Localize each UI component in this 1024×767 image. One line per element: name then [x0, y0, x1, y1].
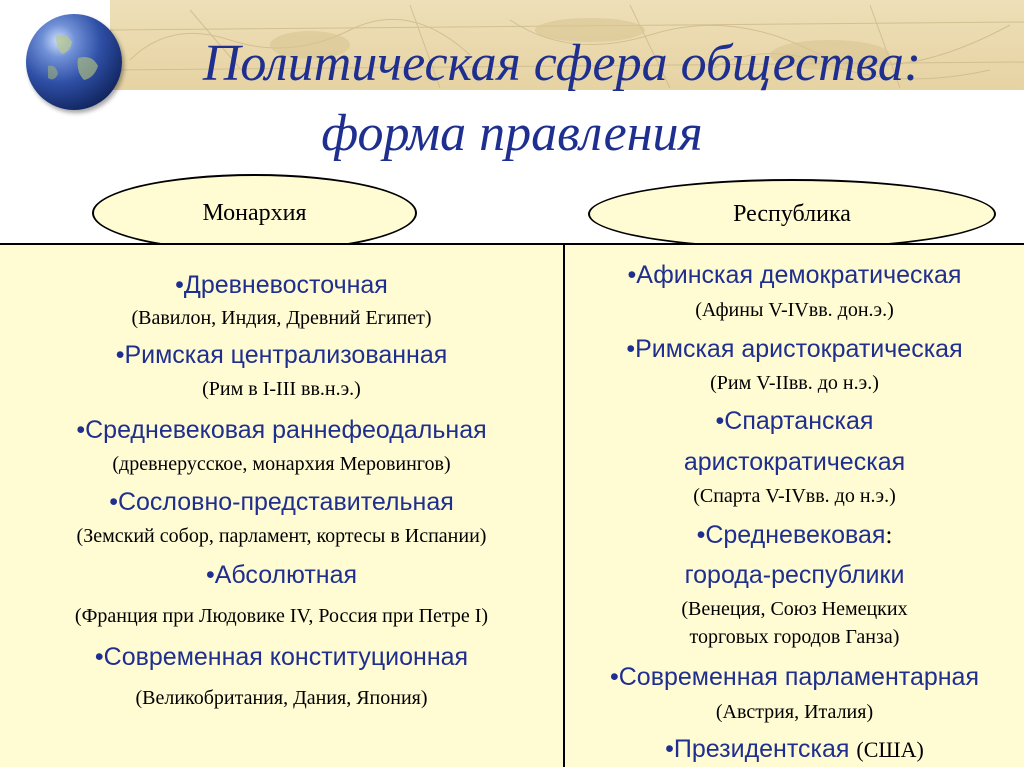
republic-item-name-continued: аристократическая: [683, 448, 906, 476]
monarchy-item-name: •Римская централизованная: [115, 341, 448, 369]
republic-item-examples-continued: торговых городов Ганза): [689, 626, 900, 648]
republic-category-label: Республика: [588, 179, 996, 249]
republic-item-name-text: •Средневековая: [696, 521, 886, 549]
republic-item-examples: (Спарта V-IVвв. до н.э.): [693, 485, 896, 507]
monarchy-item-examples: (Великобритания, Дания, Япония): [135, 687, 428, 709]
monarchy-item-name: •Абсолютная: [205, 561, 358, 589]
monarchy-item-examples: (древнерусское, монархия Меровингов): [112, 453, 451, 475]
republic-item-name: •Современная парламентарная: [610, 663, 979, 691]
monarchy-item-examples: (Земский собор, парламент, кортесы в Испании): [76, 525, 487, 547]
republic-item-examples: (Австрия, Италия): [715, 701, 874, 723]
forms-of-government-table: [0, 243, 1024, 767]
monarchy-item-examples: (Рим в I-III вв.н.э.): [202, 378, 361, 400]
monarchy-item-examples: (Вавилон, Индия, Древний Египет): [131, 307, 432, 329]
monarchy-item-name: •Современная конституционная: [94, 643, 469, 671]
page-title-line-2: форма правления: [321, 105, 703, 162]
page-title-line-1: Политическая сфера общества:: [202, 35, 922, 92]
republic-item-name: •Римская аристократическая: [626, 335, 963, 363]
monarchy-item-examples: (Франция при Людовике IV, Россия при Петре I): [74, 605, 489, 627]
republic-item-name: [565, 521, 1024, 550]
republic-item-name: [565, 735, 1024, 764]
monarchy-item-name: •Средневековая раннефеодальная: [76, 416, 487, 444]
republic-item-examples: (Венеция, Союз Немецких: [681, 598, 908, 620]
republic-item-examples: (США): [856, 737, 924, 762]
republic-item-examples: (Афины V-IVвв. дон.э.): [695, 299, 894, 321]
monarchy-item-name: •Древневосточная: [175, 271, 388, 299]
republic-item-name-continued: города-республики: [684, 561, 905, 589]
monarchy-category-label: Монархия: [92, 174, 417, 252]
column-divider: [563, 243, 565, 767]
republic-item-name: •Спартанская: [715, 407, 874, 435]
republic-item-name-colon: :: [885, 522, 893, 549]
monarchy-item-name: •Сословно-представительная: [109, 488, 454, 516]
republic-item-examples: (Рим V-IIвв. до н.э.): [710, 372, 879, 394]
republic-item-name-text: •Президентская: [665, 735, 850, 763]
republic-item-name: •Афинская демократическая: [627, 261, 962, 289]
